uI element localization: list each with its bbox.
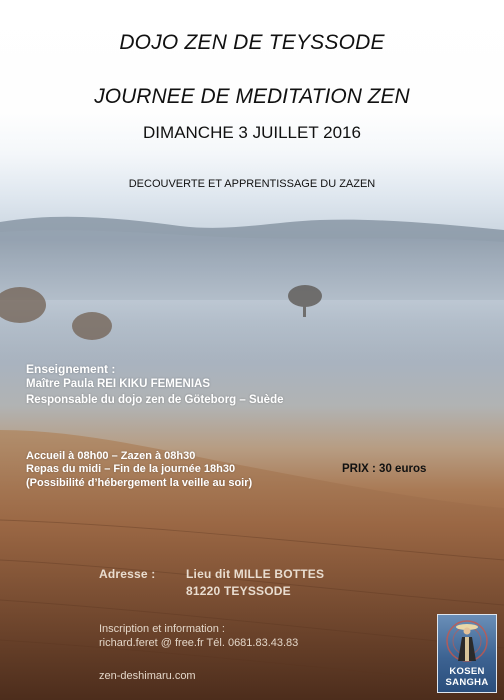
schedule-line: Accueil à 08h00 – Zazen à 08h30 bbox=[26, 450, 196, 462]
teacher-role: Responsable du dojo zen de Göteborg – Suède bbox=[26, 394, 284, 406]
event-date: DIMANCHE 3 JUILLET 2016 bbox=[143, 123, 361, 142]
contact-details: richard.feret @ free.fr Tél. 0681.83.43.83 bbox=[99, 637, 299, 649]
kosen-sangha-logo bbox=[437, 614, 497, 693]
teacher-name: Maître Paula REI KIKU FEMENIAS bbox=[26, 378, 211, 390]
schedule-line: Repas du midi – Fin de la journée 18h30 bbox=[26, 463, 236, 475]
logo-word-sangha: SANGHA bbox=[445, 677, 489, 688]
info-label: Inscription et information : bbox=[99, 623, 225, 635]
address-line-1: Lieu dit MILLE BOTTES bbox=[186, 567, 325, 581]
schedule-line: (Possibilité d’hébergement la veille au soir) bbox=[26, 477, 253, 489]
event-title: JOURNEE DE MEDITATION ZEN bbox=[94, 85, 410, 108]
logo-word-kosen: KOSEN bbox=[449, 666, 485, 677]
website-link[interactable]: zen-deshimaru.com bbox=[99, 670, 196, 682]
address-label: Adresse : bbox=[99, 567, 156, 581]
price-label: PRIX : 30 euros bbox=[342, 463, 427, 475]
event-tagline: DECOUVERTE ET APPRENTISSAGE DU ZAZEN bbox=[128, 178, 376, 190]
teaching-heading: Enseignement : bbox=[26, 362, 116, 376]
address-line-2: 81220 TEYSSODE bbox=[186, 584, 291, 598]
dojo-title: DOJO ZEN DE TEYSSODE bbox=[119, 31, 385, 54]
